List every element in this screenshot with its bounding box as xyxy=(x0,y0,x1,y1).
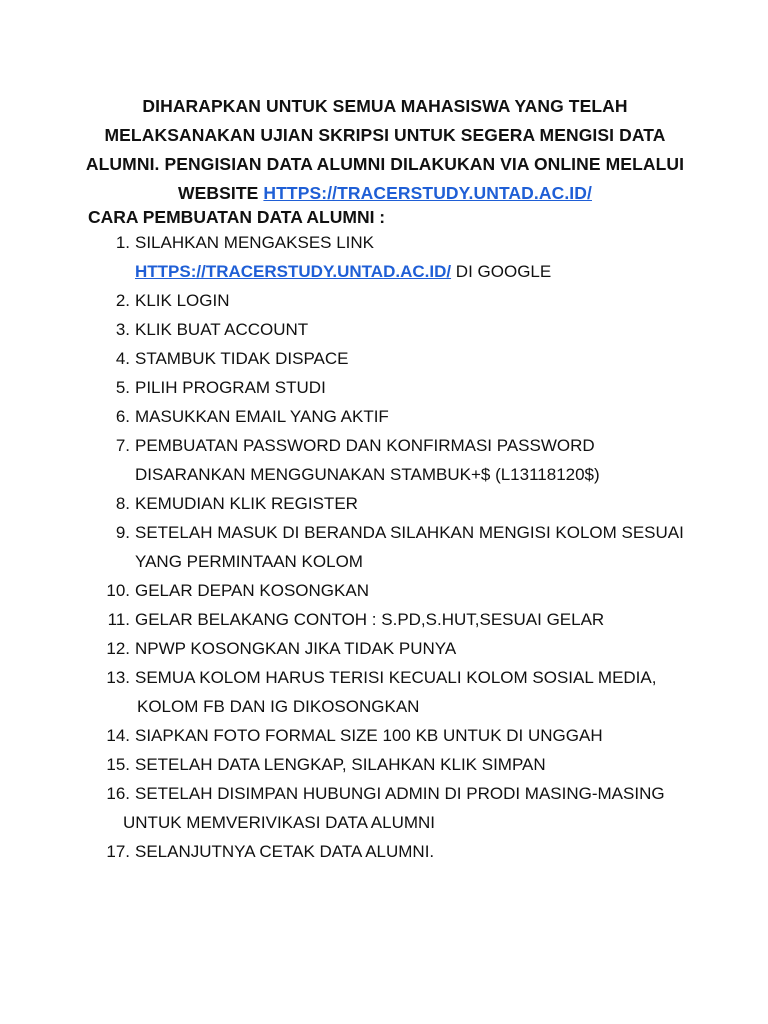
list-item-number: 16. xyxy=(106,784,130,803)
list-item xyxy=(90,779,750,837)
list-item-text: GELAR BELAKANG CONTOH : S.PD,S.HUT,SESUAI GELAR xyxy=(135,610,605,629)
tracerstudy-link[interactable]: HTTPS://TRACERSTUDY.UNTAD.AC.ID/ xyxy=(135,262,452,281)
list-item-number: 17. xyxy=(106,842,130,861)
intro-line: MELAKSANAKAN UJIAN SKRIPSI UNTUK SEGERA MENGISI DATA xyxy=(104,125,666,145)
list-item xyxy=(90,518,750,576)
list-item xyxy=(90,750,750,779)
list-item xyxy=(90,721,750,750)
list-item-number: 8. xyxy=(115,494,130,513)
list-item-text: SETELAH MASUK DI BERANDA SILAHKAN MENGISI KOLOM SESUAI xyxy=(135,523,684,542)
intro-line: ALUMNI. PENGISIAN DATA ALUMNI DILAKUKAN VIA ONLINE MELALUI xyxy=(85,154,685,174)
list-item xyxy=(90,634,750,663)
intro-paragraph xyxy=(80,92,690,208)
intro-website-prefix: WEBSITE xyxy=(178,183,264,203)
steps-list xyxy=(90,228,750,866)
list-item xyxy=(90,605,750,634)
list-item xyxy=(90,431,750,489)
list-item xyxy=(90,344,750,373)
list-item-text: UNTUK MEMVERIVIKASI DATA ALUMNI xyxy=(123,813,436,832)
list-item-text: KLIK BUAT ACCOUNT xyxy=(135,320,309,339)
list-item xyxy=(90,373,750,402)
list-item-text: MASUKKAN EMAIL YANG AKTIF xyxy=(135,407,389,426)
list-item-text: KEMUDIAN KLIK REGISTER xyxy=(135,494,358,513)
list-item-number: 1. xyxy=(115,233,130,252)
list-item-number: 3. xyxy=(115,320,130,339)
list-item-number: 6. xyxy=(115,407,130,426)
list-item-text: GELAR DEPAN KOSONGKAN xyxy=(135,581,369,600)
list-item-text: PEMBUATAN PASSWORD DAN KONFIRMASI PASSWORD xyxy=(135,436,595,455)
list-item xyxy=(90,286,750,315)
list-item-text: KOLOM FB DAN IG DIKOSONGKAN xyxy=(137,697,420,716)
list-item-text: SIAPKAN FOTO FORMAL SIZE 100 KB UNTUK DI UNGGAH xyxy=(135,726,603,745)
list-item-text: SETELAH DISIMPAN HUBUNGI ADMIN DI PRODI MASING-MASING xyxy=(135,784,665,803)
list-item-text: KLIK LOGIN xyxy=(135,291,230,310)
list-item-number: 15. xyxy=(106,755,130,774)
list-item-text: NPWP KOSONGKAN JIKA TIDAK PUNYA xyxy=(135,639,457,658)
list-item-text: STAMBUK TIDAK DISPACE xyxy=(135,349,349,368)
list-item-text: SEMUA KOLOM HARUS TERISI KECUALI KOLOM SOSIAL MEDIA, xyxy=(135,668,657,687)
list-item-text: SETELAH DATA LENGKAP, SILAHKAN KLIK SIMPAN xyxy=(135,755,546,774)
list-item-text: SELANJUTNYA CETAK DATA ALUMNI. xyxy=(135,842,435,861)
list-item-number: 11. xyxy=(107,610,130,629)
list-item xyxy=(90,315,750,344)
list-item-number: 14. xyxy=(106,726,130,745)
list-item-number: 7. xyxy=(115,436,130,455)
list-item-text: SILAHKAN MENGAKSES LINK xyxy=(135,233,375,252)
list-item xyxy=(90,576,750,605)
list-item-number: 10. xyxy=(106,581,130,600)
list-item-text: PILIH PROGRAM STUDI xyxy=(135,378,326,397)
list-item-text: YANG PERMINTAAN KOLOM xyxy=(135,552,363,571)
list-item-text: DI GOOGLE xyxy=(451,262,552,281)
list-item-number: 2. xyxy=(115,291,130,310)
list-item xyxy=(90,837,750,866)
list-item-text: DISARANKAN MENGGUNAKAN STAMBUK+$ (L13118120$) xyxy=(135,465,600,484)
list-item-number: 5. xyxy=(115,378,130,397)
list-item-number: 13. xyxy=(106,668,130,687)
list-item-number: 12. xyxy=(106,639,130,658)
section-heading: CARA PEMBUATAN DATA ALUMNI : xyxy=(88,207,386,227)
list-item xyxy=(90,489,750,518)
intro-line: DIHARAPKAN UNTUK SEMUA MAHASISWA YANG TELAH xyxy=(142,96,628,116)
list-item-number: 9. xyxy=(115,523,130,542)
list-item xyxy=(90,663,750,721)
list-item xyxy=(90,228,750,286)
list-item xyxy=(90,402,750,431)
list-item-number: 4. xyxy=(115,349,130,368)
tracerstudy-link[interactable]: HTTPS://TRACERSTUDY.UNTAD.AC.ID/ xyxy=(263,183,592,203)
